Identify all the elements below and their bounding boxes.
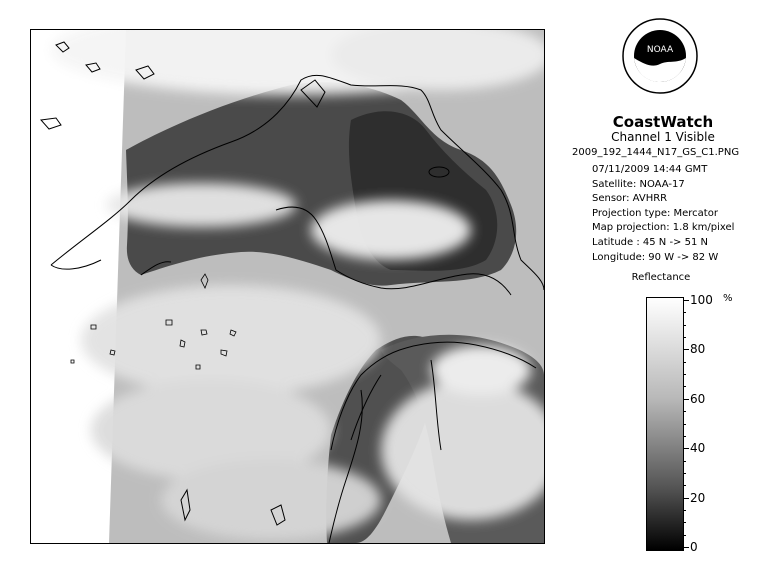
reflectance-colorbar — [646, 297, 684, 551]
colorbar-minor-tick — [683, 312, 686, 313]
colorbar-tick — [683, 349, 689, 350]
info-datetime: 07/11/2009 14:44 GMT — [592, 164, 708, 175]
logo-center-text: NOAA — [646, 45, 674, 55]
satellite-map[interactable] — [30, 29, 545, 544]
colorbar-tick-label: 0 — [690, 540, 698, 554]
colorbar-minor-tick — [683, 325, 686, 326]
info-satellite: Satellite: NOAA-17 — [592, 179, 685, 190]
noaa-logo — [622, 18, 698, 94]
colorbar-tick — [683, 448, 689, 449]
colorbar-tick — [683, 399, 689, 400]
info-latitude: Latitude : 45 N -> 51 N — [592, 237, 708, 248]
colorbar-minor-tick — [683, 510, 686, 511]
colorbar-unit: % — [723, 293, 733, 304]
colorbar-minor-tick — [683, 424, 686, 425]
colorbar-minor-tick — [683, 535, 686, 536]
colorbar-minor-tick — [683, 411, 686, 412]
info-sensor: Sensor: AVHRR — [592, 193, 668, 204]
colorbar-minor-tick — [683, 522, 686, 523]
colorbar-minor-tick — [683, 374, 686, 375]
colorbar-tick-label: 20 — [690, 490, 706, 505]
colorbar-tick-label: 40 — [690, 441, 706, 456]
colorbar-tick — [683, 547, 689, 548]
colorbar-minor-tick — [683, 461, 686, 462]
colorbar-tick-label: 100 — [690, 293, 713, 307]
colorbar-tick-label: 60 — [690, 391, 706, 406]
info-map-projection: Map projection: 1.8 km/pixel — [592, 222, 735, 233]
colorbar-minor-tick — [683, 485, 686, 486]
info-filename: 2009_192_1444_N17_GS_C1.PNG — [572, 147, 740, 158]
colorbar-minor-tick — [683, 436, 686, 437]
info-projection-type: Projection type: Mercator — [592, 208, 718, 219]
colorbar-title: Reflectance — [631, 272, 691, 283]
colorbar-minor-tick — [683, 362, 686, 363]
colorbar-minor-tick — [683, 386, 686, 387]
map-image — [31, 30, 544, 543]
colorbar-minor-tick — [683, 337, 686, 338]
info-longitude: Longitude: 90 W -> 82 W — [592, 252, 719, 263]
colorbar-tick-label: 80 — [690, 342, 706, 357]
page-subtitle: Channel 1 Visible — [611, 130, 715, 144]
colorbar-minor-tick — [683, 473, 686, 474]
colorbar-tick — [683, 300, 689, 301]
page-title: CoastWatch — [612, 113, 714, 131]
colorbar-tick — [683, 498, 689, 499]
